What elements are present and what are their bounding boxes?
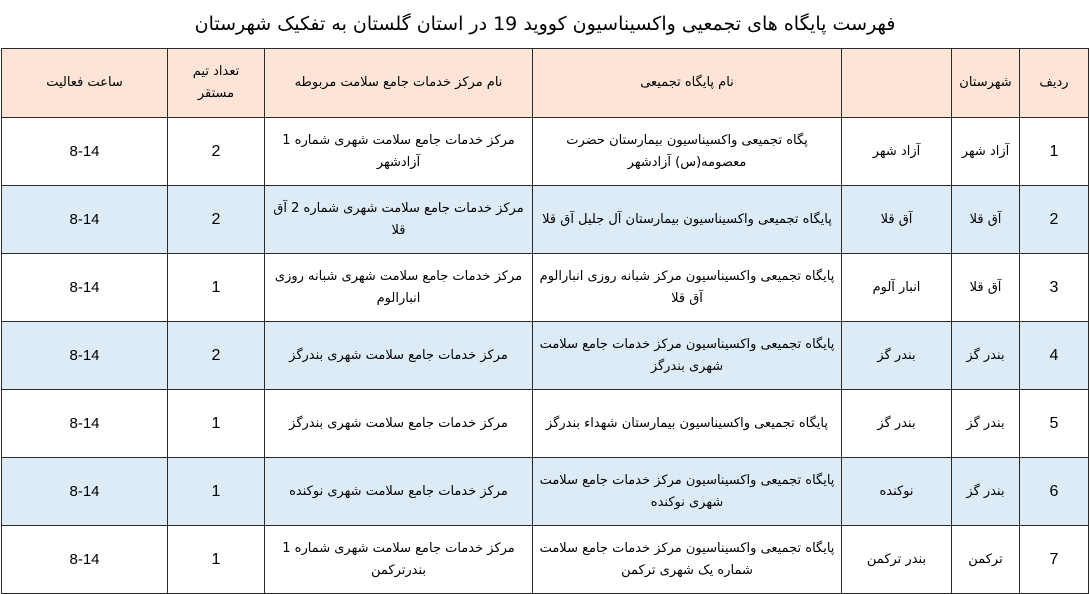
county-cell: بندر گز bbox=[952, 322, 1020, 390]
center-name-cell: مرکز خدمات جامع سلامت شهری شبانه روزی انبارالوم bbox=[265, 254, 533, 322]
hours-cell: 8-14 bbox=[2, 322, 168, 390]
center-name-cell: مرکز خدمات جامع سلامت شهری نوکنده bbox=[265, 458, 533, 526]
center-name-cell: مرکز خدمات جامع سلامت شهری بندرگز bbox=[265, 322, 533, 390]
center-name-cell: مرکز خدمات جامع سلامت شهری شماره 1 بندرترکمن bbox=[265, 526, 533, 594]
hours-cell: 8-14 bbox=[2, 458, 168, 526]
city-cell: انبار آلوم bbox=[842, 254, 952, 322]
table-row bbox=[2, 390, 1089, 458]
site-name-cell: پایگاه تجمیعی واکسیناسیون مرکز شبانه روزی انبارالوم آق قلا bbox=[533, 254, 842, 322]
table-row bbox=[2, 118, 1089, 186]
header-row-no: ردیف bbox=[1020, 49, 1089, 118]
city-cell: آزاد شهر bbox=[842, 118, 952, 186]
city-cell: نوکنده bbox=[842, 458, 952, 526]
header-county: شهرستان bbox=[952, 49, 1020, 118]
row-number: 5 bbox=[1020, 390, 1089, 458]
header-team-count: تعداد تیم مستقر bbox=[168, 49, 265, 118]
row-number: 1 bbox=[1020, 118, 1089, 186]
table-row bbox=[2, 254, 1089, 322]
center-name-cell: مرکز خدمات جامع سلامت شهری شماره 1 آزادشهر bbox=[265, 118, 533, 186]
county-cell: بندر گز bbox=[952, 458, 1020, 526]
hours-cell: 8-14 bbox=[2, 254, 168, 322]
center-name-cell: مرکز خدمات جامع سلامت شهری بندرگز bbox=[265, 390, 533, 458]
hours-cell: 8-14 bbox=[2, 526, 168, 594]
row-number: 3 bbox=[1020, 254, 1089, 322]
team-count-cell: 2 bbox=[168, 322, 265, 390]
team-count-cell: 2 bbox=[168, 186, 265, 254]
city-cell: آق قلا bbox=[842, 186, 952, 254]
hours-cell: 8-14 bbox=[2, 186, 168, 254]
county-cell: آزاد شهر bbox=[952, 118, 1020, 186]
team-count-cell: 1 bbox=[168, 390, 265, 458]
row-number: 2 bbox=[1020, 186, 1089, 254]
header-center-name: نام مرکز خدمات جامع سلامت مربوطه bbox=[265, 49, 533, 118]
team-count-cell: 2 bbox=[168, 118, 265, 186]
header-hours: ساعت فعالیت bbox=[2, 49, 168, 118]
county-cell: آق قلا bbox=[952, 254, 1020, 322]
row-number: 7 bbox=[1020, 526, 1089, 594]
header-site-name: نام پایگاه تجمیعی bbox=[533, 49, 842, 118]
city-cell: بندر گز bbox=[842, 390, 952, 458]
team-count-cell: 1 bbox=[168, 458, 265, 526]
row-number: 6 bbox=[1020, 458, 1089, 526]
team-count-cell: 1 bbox=[168, 526, 265, 594]
vaccination-sites-table bbox=[1, 48, 1089, 594]
site-name-cell: پایگاه تجمیعی واکسیناسیون بیمارستان آل جلیل آق قلا bbox=[533, 186, 842, 254]
page-title: فهرست پایگاه های تجمعیی واکسیناسیون کووید 19 در استان گلستان به تفکیک شهرستان bbox=[194, 13, 896, 35]
table-row bbox=[2, 322, 1089, 390]
hours-cell: 8-14 bbox=[2, 118, 168, 186]
center-name-cell: مرکز خدمات جامع سلامت شهری شماره 2 آق قلا bbox=[265, 186, 533, 254]
city-cell: بندر گز bbox=[842, 322, 952, 390]
hours-cell: 8-14 bbox=[2, 390, 168, 458]
site-name-cell: پایگاه تجمیعی واکسیناسیون مرکز خدمات جامع سلامت شهری نوکنده bbox=[533, 458, 842, 526]
table-row bbox=[2, 458, 1089, 526]
county-cell: ترکمن bbox=[952, 526, 1020, 594]
header-city bbox=[842, 49, 952, 118]
site-name-cell: پایگاه تجمیعی واکسیناسیون مرکز خدمات جامع سلامت شماره یک شهری ترکمن bbox=[533, 526, 842, 594]
site-name-cell: پایگاه تجمیعی واکسیناسیون مرکز خدمات جامع سلامت شهری بندرگز bbox=[533, 322, 842, 390]
site-name-cell: پایگاه تجمیعی واکسیناسیون بیمارستان شهداء بندرگز bbox=[533, 390, 842, 458]
row-number: 4 bbox=[1020, 322, 1089, 390]
table-row bbox=[2, 186, 1089, 254]
county-cell: آق قلا bbox=[952, 186, 1020, 254]
county-cell: بندر گز bbox=[952, 390, 1020, 458]
site-name-cell: پگاه تجمیعی واکسیناسیون بیمارستان حضرت معصومه(س) آزادشهر bbox=[533, 118, 842, 186]
table-row bbox=[2, 526, 1089, 594]
city-cell: بندر ترکمن bbox=[842, 526, 952, 594]
team-count-cell: 1 bbox=[168, 254, 265, 322]
header-row bbox=[2, 49, 1089, 118]
